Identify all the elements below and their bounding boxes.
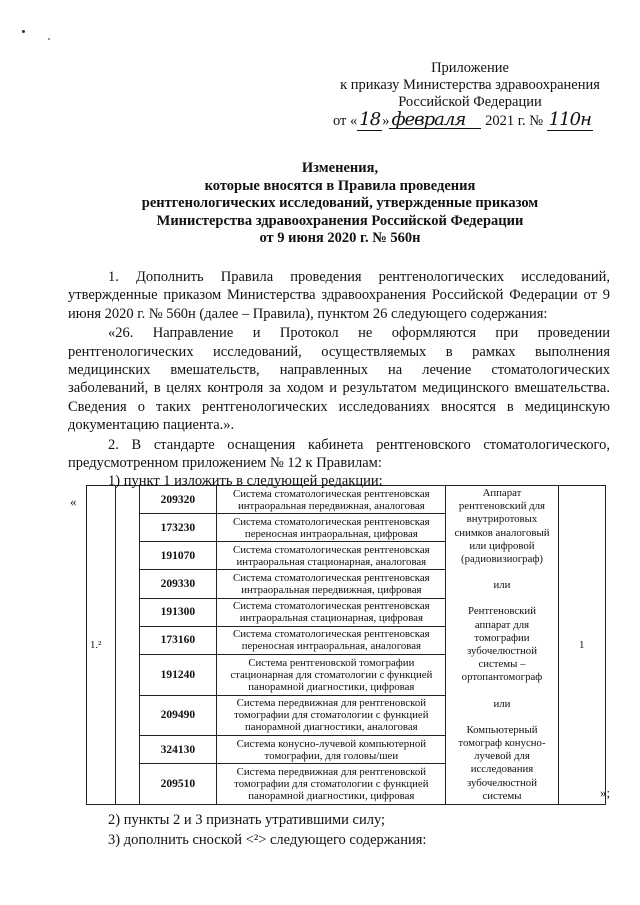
name-cell: Система передвижная для рентгеновской томографии для стоматологии с функцией панорамной диагностики, аналоговая [217,695,446,736]
name-cell: Система стоматологическая рентгеновская интраоральная передвижная, цифровая [217,570,446,598]
approval-line-1: Приложение [431,60,509,76]
code-cell: 191300 [139,598,217,626]
spacer-cell [116,486,139,805]
code-cell: 209490 [139,695,217,736]
code-cell: 173160 [139,626,217,654]
approval-block [325,60,615,130]
scan-speck [22,30,25,33]
approval-line-2: к приказу Министерства здравоохранения [340,77,600,93]
handwritten-month: февраля [389,111,481,129]
item-3: 3) дополнить сноской <²> следующего содержания: [108,832,427,848]
code-cell: 191240 [139,654,217,695]
desc-or-2: или [493,697,511,710]
paragraph-2: «26. Направление и Протокол не оформляются при проведении рентгенологических исследований, осуществляемых в рамках выполнения медицинских вмешательств, направленных на лечение стоматологических заболеваний, в целях контроля за ходом и результатом медицинского вмешательства. Сведения о таких рентгенологических исследованиях вносятся в медицинскую документацию пациента.». [68,325,610,434]
title-line-2: которые вносятся в Правила проведения [204,177,476,194]
date-prefix: от « [333,113,358,129]
title-line-4: Министерства здравоохранения Российской Федерации [156,212,524,229]
equipment-table [86,485,606,805]
paragraph-3: 2. В стандарте оснащения кабинета рентгеновского стоматологического, предусмотренном приложением № 12 к Правилам: [68,436,610,472]
row-number: 1.² [90,639,102,652]
approval-date-line [325,111,615,130]
name-cell: Система стоматологическая рентгеновская переносная интраоральная, аналоговая [217,626,446,654]
approval-line-3: Российской Федерации [398,94,542,110]
code-cell: 173230 [139,514,217,542]
desc-or-1: или [493,579,511,592]
table-row [87,486,606,514]
date-mid: » [382,113,390,129]
handwritten-day: 18 [359,109,381,130]
code-cell: 324130 [139,736,217,764]
name-cell: Система конусно-лучевой компьютерной томографии, для головы/шеи [217,736,446,764]
document-body [68,268,610,491]
code-cell: 209510 [139,764,217,805]
desc-block-3: Компьютерный томограф конусно-лучевой для исследования зубочелюстной системы [458,723,546,802]
name-cell: Система передвижная для рентгеновской томографии для стоматологии с функцией панорамной диагностики, цифровая [217,764,446,805]
quantity-cell: 1 [558,486,605,805]
row-number-cell [87,486,116,805]
code-cell: 209330 [139,570,217,598]
equipment-description-cell [446,486,558,805]
title-line-5: от 9 июня 2020 г. № 560н [259,230,421,246]
name-cell: Система стоматологическая рентгеновская интраоральная стационарная, аналоговая [217,542,446,570]
title-line-3: рентгенологических исследований, утвержденные приказом [141,195,539,211]
name-cell: Система стоматологическая рентгеновская переносная интраоральная, цифровая [217,514,446,542]
equipment-table-wrapper [86,485,606,805]
desc-block-2: Рентгеновский аппарат для томографии зубочелюстной системы – ортопантомограф [461,605,543,684]
title-line-1: Изменения, [301,160,379,176]
name-cell: Система стоматологическая рентгеновская интраоральная стационарная, цифровая [217,598,446,626]
name-cell: Система рентгеновской томографии стационарная для стоматологии с функцией панорамной диагностики, цифровая [217,654,446,695]
table-close-quote: »; [600,785,611,800]
desc-block-1: Аппарат рентгеновский для внутриротовых снимков аналоговый или цифровой (радиовизиограф) [454,487,550,566]
name-cell: Система стоматологическая рентгеновская интраоральная передвижная, аналоговая [217,486,446,514]
code-cell: 191070 [139,542,217,570]
handwritten-order-number: 110н [548,109,591,130]
date-year: 2021 г. № [481,113,544,129]
document-title [40,160,640,248]
paragraph-1: 1. Дополнить Правила проведения рентгенологических исследований, утвержденные приказом Министерства здравоохранения Российской Федерации от 9 июня 2020 г. № 560н (далее – Правила), пунктом 26 следующего содержания: [68,269,610,322]
scan-speck [48,38,50,40]
item-2: 2) пункты 2 и 3 признать утратившими силу; [108,812,386,828]
closing-items [108,810,608,850]
table-open-quote: « [70,494,77,509]
paragraph-4: 1) пункт 1 изложить в следующей редакции: [108,473,383,490]
code-cell: 209320 [139,486,217,514]
